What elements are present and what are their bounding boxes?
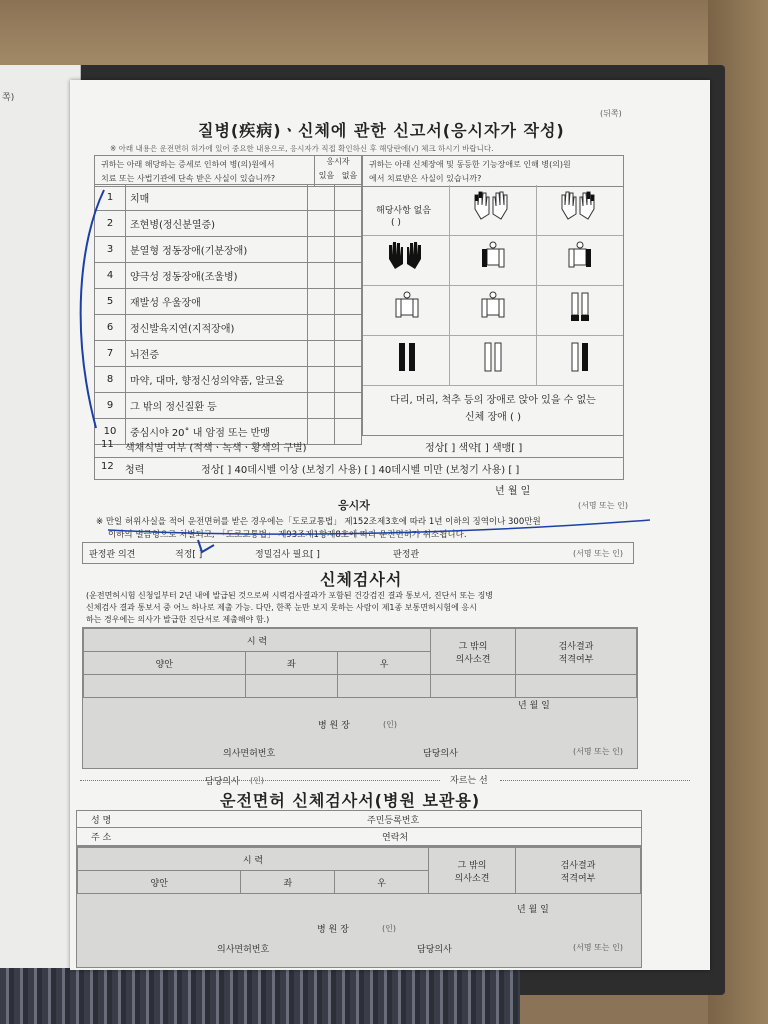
question-right-prompt-1: 귀하는 아래 신체장애 및 동등한 기능장애로 인해 병(의)원 bbox=[369, 160, 571, 169]
applicant-col-header bbox=[314, 155, 362, 187]
hc-other bbox=[429, 848, 516, 894]
hc-result-1: 검사결과 bbox=[560, 860, 596, 871]
hc-vision-left: 좌 bbox=[241, 871, 335, 894]
condition-num: 6 bbox=[95, 315, 126, 341]
condition-no-cell[interactable] bbox=[335, 367, 362, 393]
hc-vision-right: 우 bbox=[335, 871, 429, 894]
condition-label: 양극성 정동장애(조울병) bbox=[126, 263, 308, 289]
hc-rrn: 주민등록번호 bbox=[367, 816, 420, 826]
cut-line-right bbox=[500, 780, 690, 781]
row-12-options: 정상[ ] 40데시벨 이상 (보청기 사용) [ ] 40데시벨 미만 (보청기 사용) [ ] bbox=[201, 465, 520, 476]
cut-seal: (인) bbox=[250, 776, 264, 785]
form-notice: ※ 아래 내용은 운전면허 허가에 있어 중요한 내용으로, 응시자가 직접 확인하신 후 해당란에(√) 체크 하시기 바랍니다. bbox=[110, 144, 494, 153]
condition-yes-cell[interactable] bbox=[308, 289, 335, 315]
body-figure-icon bbox=[566, 241, 594, 275]
condition-no-cell[interactable] bbox=[335, 315, 362, 341]
legs-figure-icon bbox=[393, 341, 421, 375]
condition-row bbox=[95, 367, 362, 393]
warning-line-2: 이하의 벌금형으로 처벌되고, 「도로교통법」 제93조제1항제8호에 따라 운전면허가 취소됩니다. bbox=[108, 530, 467, 540]
hc-doctor: 담당의사 bbox=[417, 945, 452, 955]
body-figure-icon bbox=[479, 291, 507, 325]
condition-num: 1 bbox=[95, 185, 126, 211]
figure-cell-both-hands bbox=[363, 235, 450, 286]
hc-name: 성 명 bbox=[91, 816, 112, 826]
cut-line-left bbox=[80, 780, 440, 781]
condition-label: 정신발육지연(지적장애) bbox=[126, 315, 308, 341]
hc-hospital: 병 원 장 bbox=[317, 925, 349, 935]
condition-no-cell[interactable] bbox=[335, 263, 362, 289]
row-11-options: 정상[ ] 색약[ ] 색맹[ ] bbox=[425, 443, 523, 454]
hands-icon bbox=[471, 189, 511, 223]
other-opinion-1: 그 밖의 bbox=[458, 641, 488, 652]
judge-label: 판정관 의견 bbox=[89, 550, 136, 560]
condition-label: 재발성 우울장애 bbox=[126, 289, 308, 315]
condition-num: 8 bbox=[95, 367, 126, 393]
vision-left: 좌 bbox=[245, 652, 338, 675]
condition-row bbox=[95, 237, 362, 263]
figure-cell-left-hand bbox=[536, 185, 623, 236]
question-right-header bbox=[362, 155, 624, 187]
exam-note-1: (운전면허시험 신청일부터 2년 내에 발급된 것으로써 시력검사결과가 포함된 건강검진 결과 통보서, 진단서 또는 징병 bbox=[86, 591, 494, 600]
hc-date: 년 월 일 bbox=[517, 905, 549, 915]
exam-result bbox=[516, 629, 637, 675]
exam-title: 신체검사서 bbox=[320, 570, 403, 589]
date-line: 년 월 일 bbox=[495, 486, 531, 497]
other-opinion bbox=[431, 629, 516, 675]
row-12 bbox=[94, 457, 624, 480]
condition-no-cell[interactable] bbox=[335, 237, 362, 263]
row-12-label: 청력 bbox=[125, 465, 145, 476]
condition-num: 4 bbox=[95, 263, 126, 289]
judge-ok: 적정[ ] bbox=[175, 550, 203, 560]
left-page-label: 쪽) bbox=[2, 93, 15, 103]
row-11 bbox=[94, 435, 624, 458]
condition-yes-cell[interactable] bbox=[308, 393, 335, 419]
sit-disability-line-2: 신체 장애 ( ) bbox=[465, 412, 521, 423]
exam-grid bbox=[83, 628, 637, 698]
condition-label: 중심시야 20˚ 내 암점 또는 반맹 bbox=[126, 419, 308, 445]
hospital-copy-title: 운전면허 신체검사서(병원 보관용) bbox=[220, 791, 481, 810]
col-no: 없음 bbox=[341, 171, 358, 180]
conditions-table bbox=[94, 184, 362, 445]
condition-num: 2 bbox=[95, 211, 126, 237]
condition-yes-cell[interactable] bbox=[308, 185, 335, 211]
body-figure-icon bbox=[393, 291, 421, 325]
judge-officer: 판정관 bbox=[393, 550, 420, 560]
hands-icon bbox=[385, 239, 425, 273]
other-opinion-2: 의사소견 bbox=[455, 654, 491, 665]
figure-cell-one-leg bbox=[536, 335, 623, 386]
result-1: 검사결과 bbox=[558, 641, 594, 652]
condition-yes-cell[interactable] bbox=[308, 211, 335, 237]
hc-result-2: 적격여부 bbox=[560, 873, 596, 884]
judge-precise: 정밀검사 필요[ ] bbox=[255, 550, 320, 560]
col-yes: 있음 bbox=[318, 171, 335, 180]
vision-header: 시 력 bbox=[84, 629, 431, 652]
disability-figures bbox=[362, 185, 624, 436]
none-label: 해당사항 없음 bbox=[376, 206, 432, 216]
figure-cell-both-arms bbox=[363, 285, 450, 336]
vision-both: 양안 bbox=[84, 652, 246, 675]
condition-yes-cell[interactable] bbox=[308, 341, 335, 367]
hc-other-1: 그 밖의 bbox=[457, 860, 487, 871]
hc-vision-header: 시 력 bbox=[78, 848, 429, 871]
legs-figure-icon bbox=[566, 341, 594, 375]
figure-cell-right-hand bbox=[449, 185, 537, 236]
figure-cell-both-legs bbox=[363, 335, 450, 386]
condition-label: 마약, 대마, 향정신성의약품, 알코올 bbox=[126, 367, 308, 393]
figure-cell-right-arm bbox=[536, 235, 623, 286]
row-11-num: 11 bbox=[101, 439, 114, 450]
condition-label: 치매 bbox=[126, 185, 308, 211]
hospital-copy-table bbox=[76, 846, 642, 968]
condition-num: 10 bbox=[95, 419, 126, 445]
exam-note-3: 하는 경우에는 의사가 발급한 진단서로 제출해야 함.) bbox=[86, 615, 270, 624]
exam-hospital: 병 원 장 bbox=[318, 721, 350, 731]
condition-no-cell[interactable] bbox=[335, 393, 362, 419]
exam-doctor: 담당의사 bbox=[423, 749, 458, 759]
fabric-sleeve bbox=[0, 968, 520, 1024]
exam-hospital-seal: (인) bbox=[383, 720, 397, 729]
question-left-prompt-1: 귀하는 아래 해당하는 증세로 인하여 병(의)원에서 bbox=[101, 160, 275, 169]
figure-cell-left-arm bbox=[449, 235, 537, 286]
judge-row bbox=[82, 542, 634, 564]
hc-result bbox=[516, 848, 641, 894]
condition-label: 그 밖의 정신질환 등 bbox=[126, 393, 308, 419]
hc-contact: 연락처 bbox=[382, 833, 409, 843]
left-page bbox=[0, 65, 81, 975]
figure-cell-none bbox=[363, 185, 450, 236]
hc-license: 의사면허번호 bbox=[217, 945, 270, 955]
condition-row bbox=[95, 341, 362, 367]
hc-other-2: 의사소견 bbox=[454, 873, 490, 884]
hc-vision-both: 양안 bbox=[78, 871, 241, 894]
exam-note-2: 신체검사 결과 통보서 중 어느 하나로 제출 가능. 다만, 한쪽 눈만 보지 못하는 사람이 제1종 보통면허시험에 응시 bbox=[86, 603, 477, 612]
figure-cell-both-feet bbox=[536, 285, 623, 336]
condition-row bbox=[95, 289, 362, 315]
condition-yes-cell[interactable] bbox=[308, 367, 335, 393]
condition-row bbox=[95, 263, 362, 289]
condition-num: 5 bbox=[95, 289, 126, 315]
hospital-copy-info bbox=[76, 810, 642, 846]
sit-disability-line-1: 다리, 머리, 척추 등의 장애로 앉아 있을 수 없는 bbox=[390, 395, 596, 406]
applicant-label: 응시자 bbox=[338, 499, 370, 512]
result-2: 적격여부 bbox=[558, 654, 594, 665]
condition-yes-cell[interactable] bbox=[308, 315, 335, 341]
figure-cell-torso bbox=[449, 285, 537, 336]
condition-num: 9 bbox=[95, 393, 126, 419]
row-12-num: 12 bbox=[101, 461, 114, 472]
question-right-prompt-2: 에서 치료받은 사실이 있습니까? bbox=[369, 174, 482, 183]
applicant-sign: (서명 또는 인) bbox=[578, 501, 628, 510]
vision-right: 우 bbox=[338, 652, 431, 675]
legs-figure-icon bbox=[479, 341, 507, 375]
question-left-prompt-2: 치료 또는 사법기관에 단속 받은 사실이 있습니까? bbox=[101, 174, 276, 183]
condition-label: 조현병(정신분열증) bbox=[126, 211, 308, 237]
condition-num: 7 bbox=[95, 341, 126, 367]
applicant-col-label: 응시자 bbox=[326, 157, 350, 166]
exam-sign: (서명 또는 인) bbox=[573, 747, 623, 756]
form-sheet bbox=[70, 80, 710, 970]
judge-sign: (서명 또는 인) bbox=[573, 549, 623, 558]
hc-address: 주 소 bbox=[91, 833, 112, 843]
condition-num: 3 bbox=[95, 237, 126, 263]
figure-cell-legs bbox=[449, 335, 537, 386]
exam-license: 의사면허번호 bbox=[223, 749, 276, 759]
exam-table bbox=[82, 627, 638, 769]
cut-doctor: 담당의사 bbox=[205, 777, 240, 787]
condition-no-cell[interactable] bbox=[335, 185, 362, 211]
condition-row bbox=[95, 393, 362, 419]
hands-icon bbox=[558, 189, 598, 223]
form-title: 질병(疾病)ㆍ신체에 관한 신고서(응시자가 작성) bbox=[198, 121, 565, 140]
hc-grid bbox=[77, 847, 641, 894]
condition-no-cell[interactable] bbox=[335, 289, 362, 315]
condition-yes-cell[interactable] bbox=[308, 263, 335, 289]
condition-no-cell[interactable] bbox=[335, 341, 362, 367]
page-mark: (뒤쪽) bbox=[600, 109, 622, 118]
body-figure-icon bbox=[479, 241, 507, 275]
cut-label: 자르는 선 bbox=[450, 776, 488, 786]
condition-yes-cell[interactable] bbox=[308, 237, 335, 263]
row-11-label: 색채식별 여부 (적색ㆍ녹색ㆍ황색의 구별) bbox=[125, 443, 307, 454]
condition-row bbox=[95, 185, 362, 211]
none-paren: ( ) bbox=[391, 218, 401, 228]
condition-no-cell[interactable] bbox=[335, 211, 362, 237]
hc-sign: (서명 또는 인) bbox=[573, 943, 623, 952]
warning-line-1: ※ 만일 허위사실을 적어 운전면허를 받은 경우에는「도로교통법」 제152조제3호에 따라 1년 이하의 징역이나 300만원 bbox=[96, 517, 541, 527]
legs-figure-icon bbox=[566, 291, 594, 325]
condition-row bbox=[95, 211, 362, 237]
hc-hospital-seal: (인) bbox=[382, 924, 396, 933]
condition-row bbox=[95, 315, 362, 341]
condition-label: 뇌전증 bbox=[126, 341, 308, 367]
condition-label: 분열형 정동장애(기분장애) bbox=[126, 237, 308, 263]
exam-date: 년 월 일 bbox=[518, 701, 550, 711]
